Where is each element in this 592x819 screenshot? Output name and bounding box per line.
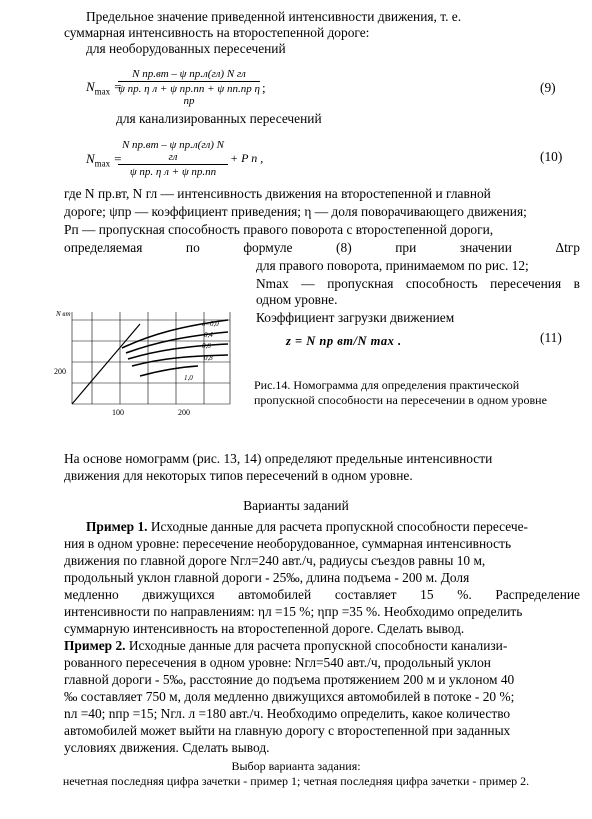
intro-line-3: для необорудованных пересечений	[86, 41, 286, 56]
formula-10-lhs: $N_{max}$ =	[86, 151, 123, 169]
figure-caption	[254, 378, 584, 408]
formula-11: z = N пр вт/N max .	[286, 334, 402, 348]
curve-label-0: δ=0,0	[202, 320, 219, 328]
variants-title: Варианты заданий	[243, 498, 349, 513]
formula-9-semicolon: ;	[262, 80, 266, 95]
y-axis-label: N вт	[56, 310, 71, 318]
curve-0-6	[128, 344, 228, 359]
example-1-line-6: интенсивности по направлениям: ηл =15 %; ηпр =35 %. Необходимо определить	[64, 604, 523, 619]
example-1-line-2: ния в одном уровне: пересечение необорудованное, суммарная интенсивность	[64, 536, 512, 551]
example-2-line-5: nл =40; nпр =15; Nгл. л =180 авт./ч. Необходимо определить, какое количество	[64, 706, 511, 721]
formula-9-lhs: $N_{max}$ =	[86, 79, 123, 97]
figure-caption-line-2: пропускной способности на пересечении в одном уровне	[254, 393, 547, 407]
formula-9-denominator: ψ пр. η л + ψ пр.пп + ψ пп.пр η пр	[118, 83, 260, 107]
curve-label-1: 0,4	[204, 331, 213, 339]
label-canalized: для канализированных пересечений	[116, 111, 322, 126]
intro-line-1: Предельное значение приведенной интенсивности движения, т. е.	[86, 9, 462, 24]
curve-label-4: 1,0	[184, 374, 193, 382]
formula-9-fraction	[118, 68, 260, 107]
explain-line-5: для правого поворота, принимаемом по рис. 12;	[256, 258, 529, 273]
nomogram-curves	[122, 320, 228, 376]
example-2-line-6: автомобилей может выйти на главную дорогу с второстепенной при заданных	[64, 723, 511, 738]
formula-10-tail: + P п ,	[230, 151, 264, 165]
choice-line-1: Выбор варианта задания:	[231, 759, 361, 773]
explain-line-6: Nmax — пропускная способность пересечения в	[256, 276, 580, 291]
basis-line-1: На основе номограмм (рис. 13, 14) определяют предельные интенсивности	[64, 451, 493, 466]
example-1-line-4: продольный уклон главной дороги - 25‰, длина подъема - 200 м. Доля	[64, 570, 470, 585]
formula-9-numerator: N пр.вт – ψ пр.л(гл) N гл	[118, 68, 260, 82]
curve-label-3: 0,8	[204, 354, 213, 362]
curve-label-2: 0,6	[202, 342, 211, 350]
formula-10-denominator: ψ пр. η л + ψ пр.пп	[129, 166, 217, 178]
example-1-line-7: суммарную интенсивность на второстепенной дороге. Сделать вывод.	[64, 621, 465, 636]
explain-line-8: Коэффициент загрузки движением	[256, 310, 455, 325]
x-tick-100: 100	[112, 408, 124, 417]
formula-10-number: (10)	[540, 149, 563, 164]
example-2-label: Пример 2.	[64, 638, 126, 653]
basis-line-2: движения для некоторых типов пересечений в одном уровне.	[64, 468, 413, 483]
choice-line-2: нечетная последняя цифра зачетки - пример 1; четная последняя цифра зачетки - пример 2.	[62, 774, 530, 788]
explain-line-7: одном уровне.	[256, 292, 338, 307]
example-2-line-3: главной дороги - 5‰, расстояние до подъема протяжением 200 м и уклоном 40	[64, 672, 515, 687]
formula-10-fraction	[118, 139, 228, 178]
example-1-line-1: Пример 1. Исходные данные для расчета пропускной способности пересече-	[86, 519, 528, 534]
figure-caption-line-1: Рис.14. Номограмма для определения практической	[254, 378, 520, 392]
example-2-line-2: рованного пересечения в одном уровне: Nгл=540 авт./ч, продольный уклон	[64, 655, 491, 670]
formula-11-number: (11)	[540, 330, 562, 345]
example-1-line-5: медленно движущихся автомобилей составляет 15 %. Распределение	[64, 587, 580, 602]
explain-line-2: дороге; ψпр — коэффициент приведения; η — доля поворачивающего движения;	[64, 204, 527, 219]
x-tick-200: 200	[178, 408, 190, 417]
example-2-line-7: условиях движения. Сделать вывод.	[64, 740, 270, 755]
explain-line-3: Pп — пропускная способность правого поворота с второстепенной дороги,	[64, 222, 494, 237]
nomogram-diagonal	[72, 324, 140, 404]
nomogram-svg	[52, 304, 250, 422]
nomogram-figure	[52, 304, 250, 422]
example-1-label: Пример 1.	[86, 519, 148, 534]
curve-0-8	[132, 355, 228, 366]
formula-10-numerator: N пр.вт – ψ пр.л(гл) N гл	[118, 139, 228, 165]
explain-line-1: где N пр.вт, N гл — интенсивность движения на второстепенной и главной	[64, 186, 491, 201]
formula-9-number: (9)	[540, 80, 556, 95]
explain-line-4: определяемая по формуле (8) при значении Δtгр	[64, 240, 580, 255]
example-1-line-3: движения по главной дороге Nгл=240 авт./ч, радиусы съездов равны 10 м,	[64, 553, 486, 568]
example-2-line-1: Пример 2. Исходные данные для расчета пропускной способности канализи-	[64, 638, 508, 653]
intro-line-2: суммарная интенсивность на второстепенной дороге:	[64, 25, 370, 40]
y-tick-200: 200	[54, 367, 66, 376]
example-2-line-4: ‰ составляет 750 м, доля медленно движущихся автомобилей в потоке - 20 %;	[64, 689, 515, 704]
